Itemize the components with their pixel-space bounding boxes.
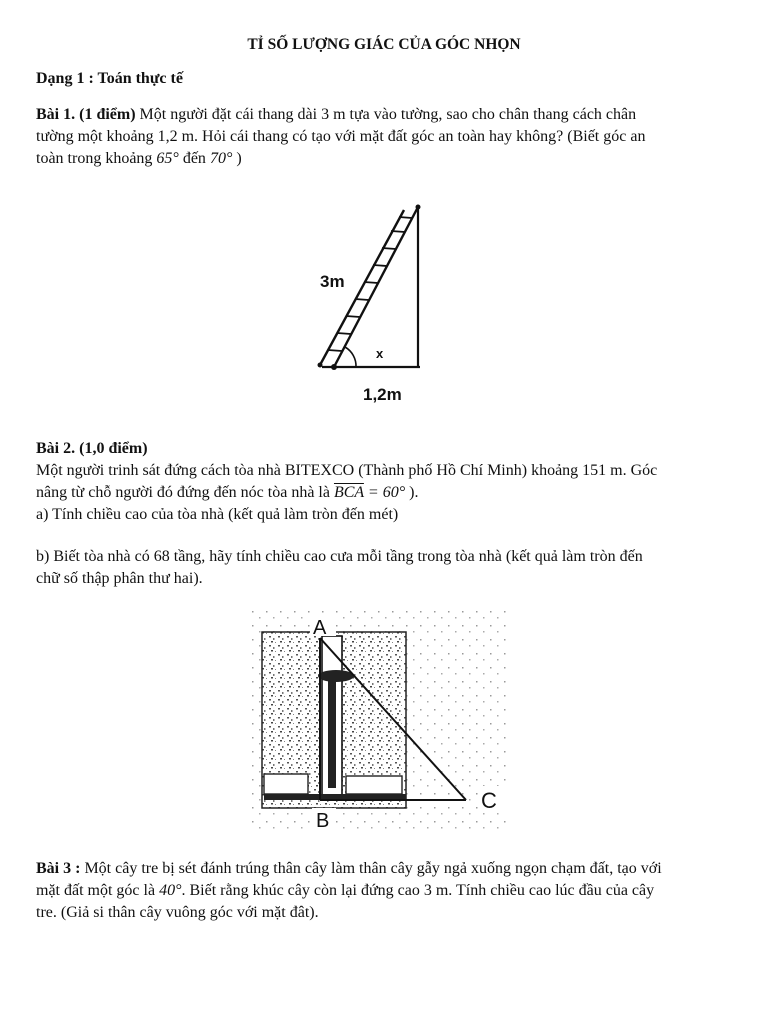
ladder-rail-right	[334, 207, 418, 367]
problem-2-part-b	[36, 546, 736, 590]
vertex-a-label: A	[313, 617, 327, 639]
angle-bca: $\overline{BCA}$	[333, 484, 364, 501]
angle-x-label: x	[376, 346, 384, 361]
problem-3-label: Bài 3 :	[36, 860, 81, 877]
angle-40: 40°	[159, 882, 182, 899]
problem-1-line3-pre: toàn trong khoảng	[36, 150, 157, 167]
base-building-left	[264, 774, 308, 794]
problem-2-line2-post: ).	[405, 484, 419, 501]
problem-2-part-a: a) Tính chiều cao của tòa nhà (kết quả làm tròn đến mét)	[36, 506, 399, 523]
problem-3-line2-post: . Biết rằng khúc cây còn lại đứng cao 3 m. Tính chiều cao lúc đầu của cây	[181, 882, 655, 899]
page-title: TỈ SỐ LƯỢNG GIÁC CỦA GÓC NHỌN	[247, 36, 521, 53]
problem-1-line1: Một người đặt cái thang dài 3 m tựa vào tường, sao cho chân thang cách chân	[135, 106, 637, 123]
problem-3-text	[36, 858, 736, 924]
building-figure	[250, 608, 510, 834]
problem-2-label: Bài 2. (1,0 điểm)	[36, 440, 148, 457]
vertex-c-label: C	[481, 788, 497, 813]
problem-2-line2-pre: nâng từ chỗ người đó đứng đến nóc tòa nhà là	[36, 484, 334, 501]
problem-2-part-b-line2: chữ số thập phân thư hai).	[36, 570, 203, 587]
base-length-label: 1,2m	[363, 385, 402, 404]
problem-3-line3: tre. (Giả si thân cây vuông góc với mặt đât).	[36, 904, 319, 921]
problem-2-text	[36, 438, 736, 526]
problem-1-label: Bài 1. (1 điểm)	[36, 106, 136, 123]
building-core	[328, 678, 336, 788]
angle-70: 70°	[209, 150, 233, 167]
angle-arc	[345, 347, 356, 367]
problem-1-line3-post: )	[232, 150, 242, 167]
problem-2-line1: Một người trinh sát đứng cách tòa nhà BITEXCO (Thành phố Hồ Chí Minh) khoảng 151 m. Góc	[36, 462, 658, 479]
building-helipad	[318, 670, 354, 682]
angle-65: 65°	[156, 150, 179, 167]
vertex-b-label: B	[316, 810, 330, 832]
problem-2-part-b-line1: b) Biết tòa nhà có 68 tầng, hãy tính chiều cao cưa mỗi tầng trong tòa nhà (kết quả làm tròn đến	[36, 548, 643, 565]
word-den: đến	[178, 150, 210, 167]
problem-3-line2-pre: mặt đất một góc là	[36, 882, 160, 899]
base-building-right	[346, 776, 402, 794]
problem-3-line1: Một cây tre bị sét đánh trúng thân cây làm thân cây gẫy ngả xuống ngọn chạm đất, tạo với	[80, 860, 662, 877]
ladder-length-label: 3m	[320, 272, 345, 291]
problem-1-text	[36, 104, 736, 170]
section-heading: Dạng 1 : Toán thực tế	[36, 70, 183, 87]
problem-1-line2: tường một khoảng 1,2 m. Hỏi cái thang có tạo với mặt đất góc an toàn hay không? (Biết góc an	[36, 128, 646, 145]
ladder-figure	[300, 195, 440, 410]
angle-bca-value: = 60°	[363, 484, 406, 501]
